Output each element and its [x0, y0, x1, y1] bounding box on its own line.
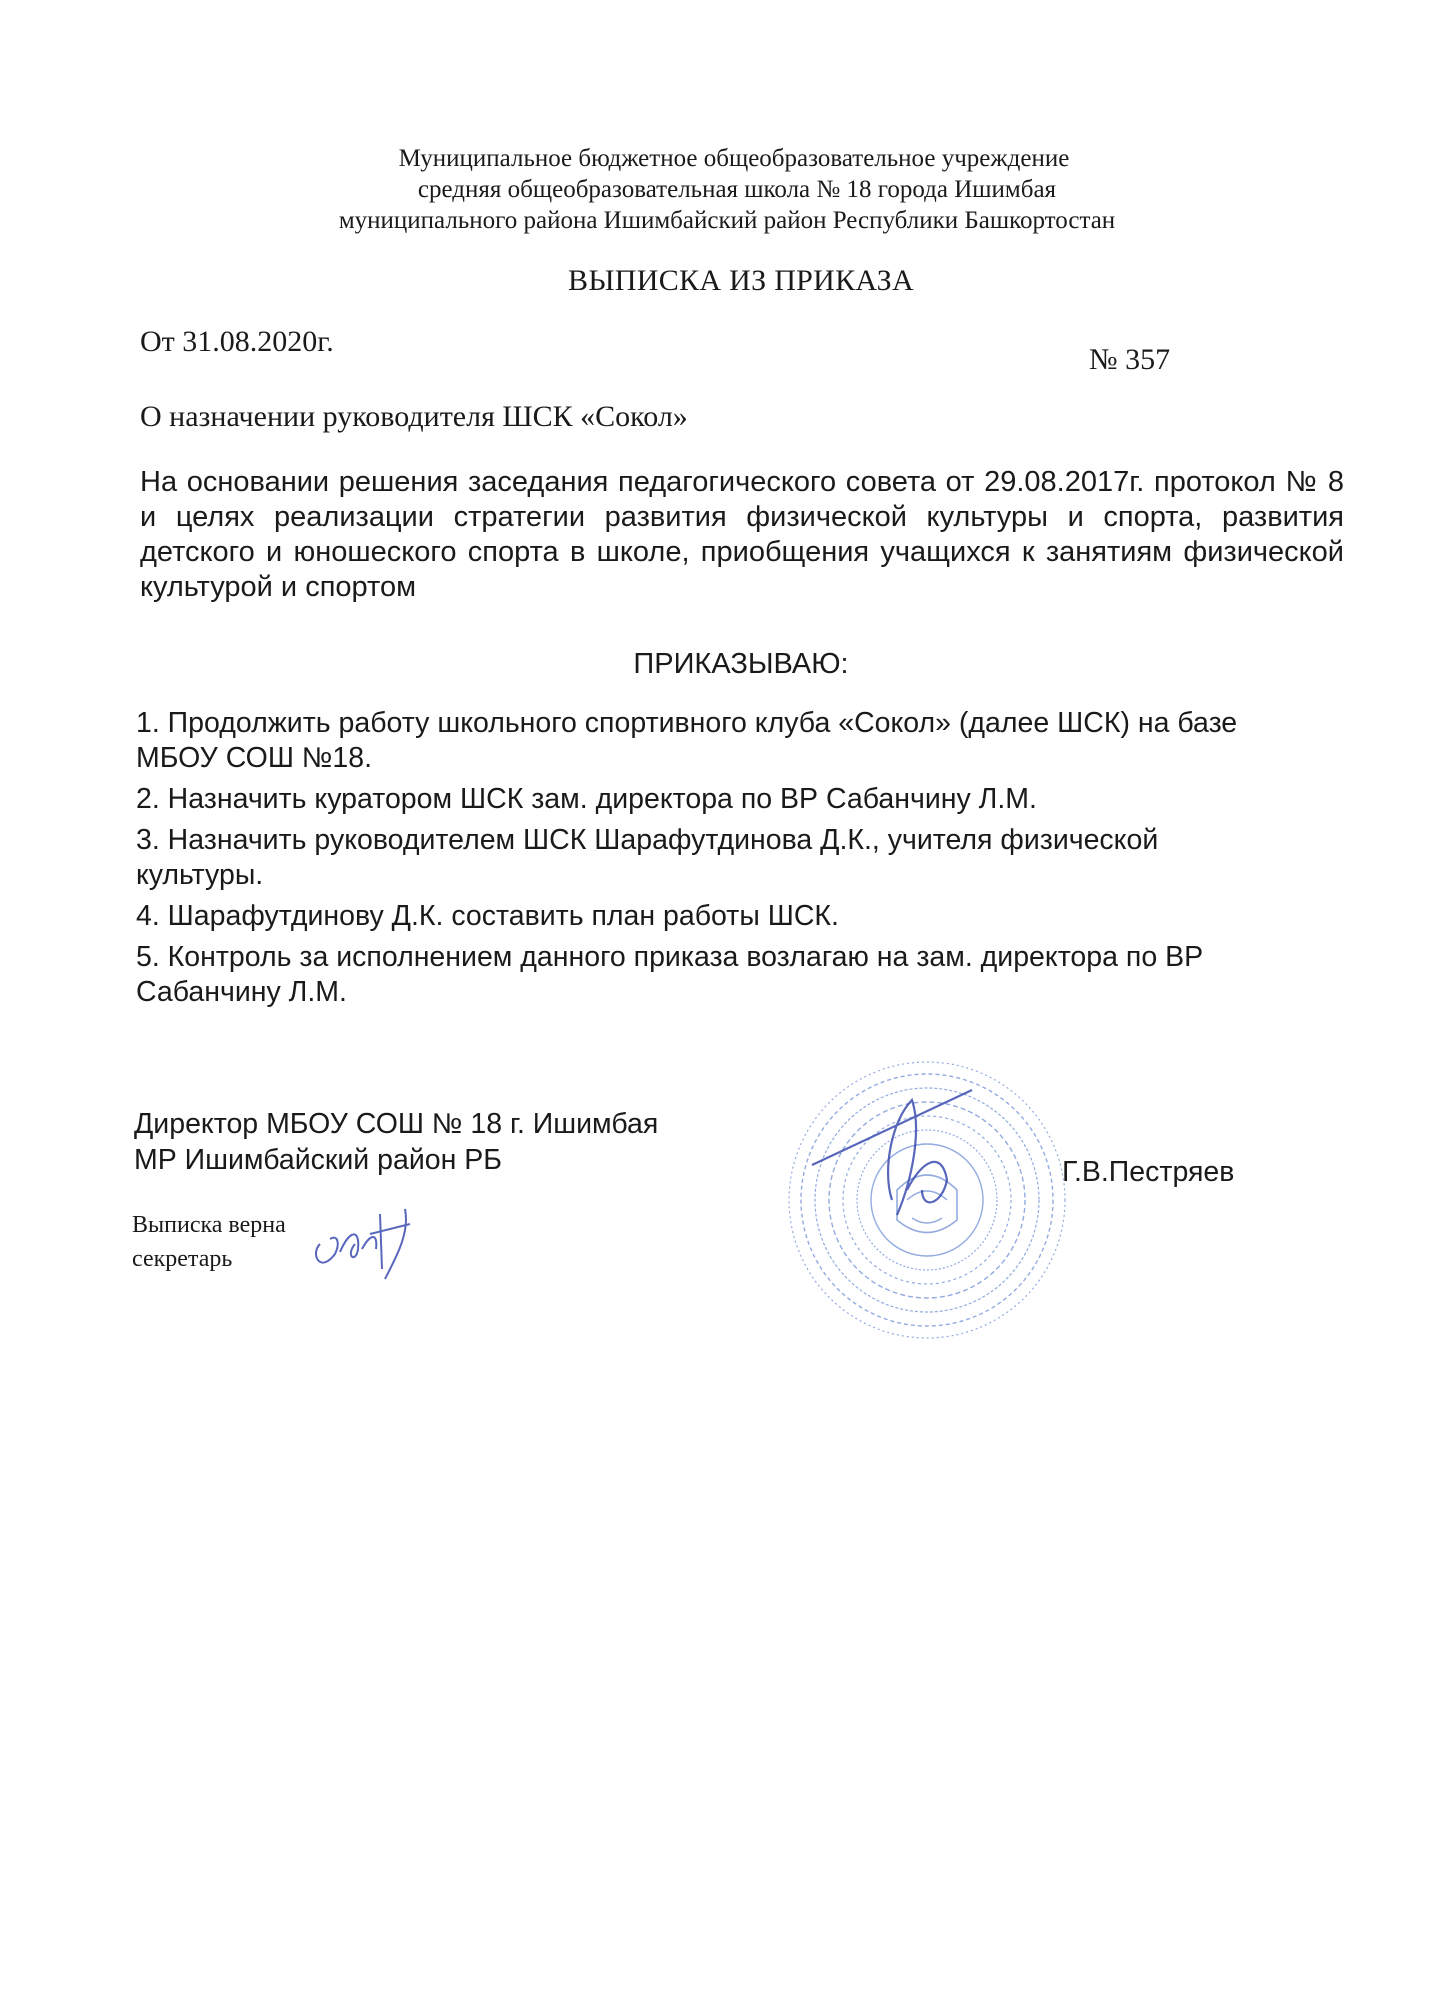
institution-header: [0, 143, 1454, 236]
order-directive-heading: ПРИКАЗЫВАЮ:: [633, 648, 849, 680]
signatory-position-line-1: Директор МБОУ СОШ № 18 г. Ишимбая: [134, 1108, 659, 1140]
official-stamp-icon: [772, 1040, 1082, 1350]
order-basis-paragraph: На основании решения заседания педагогического совета от 29.08.2017г. протокол № 8 и целях реализации стратегии развития физической культуры и спорта, развития детского и юношеского спорта в школе, приобщения учащихся к занятиям физической культурой и спортом: [140, 466, 1344, 603]
order-number: № 357: [1089, 343, 1171, 376]
header-line-1: Муниципальное бюджетное общеобразовательное учреждение: [398, 145, 1070, 172]
order-items-list: [136, 706, 1286, 1010]
certification-note: [132, 1208, 286, 1276]
order-subject: О назначении руководителя ШСК «Сокол»: [140, 400, 688, 433]
document-title: ВЫПИСКА ИЗ ПРИКАЗА: [568, 264, 914, 297]
certification-note-line-2: секретарь: [132, 1246, 233, 1272]
signatory-position: [134, 1106, 658, 1178]
order-item: 4. Шарафутдинову Д.К. составить план работы ШСК.: [136, 900, 839, 932]
order-item: 5. Контроль за исполнением данного приказа возлагаю на зам. директора по ВР Сабанчину Л.М.: [136, 941, 1204, 1008]
order-item: 3. Назначить руководителем ШСК Шарафутдинова Д.К., учителя физической культуры.: [136, 824, 1159, 891]
header-line-2: средняя общеобразовательная школа № 18 города Ишимбая: [417, 176, 1057, 203]
certification-note-line-1: Выписка верна: [132, 1212, 286, 1238]
order-date: От 31.08.2020г.: [140, 325, 334, 358]
signatory-position-line-2: МР Ишимбайский район РБ: [134, 1144, 502, 1176]
signatory-name: Г.В.Пестряев: [1062, 1156, 1235, 1188]
order-item: 1. Продолжить работу школьного спортивного клуба «Сокол» (далее ШСК) на базе МБОУ СОШ №18.: [136, 707, 1238, 774]
header-line-3: муниципального района Ишимбайский район Республики Башкортостан: [338, 207, 1116, 234]
order-item: 2. Назначить куратором ШСК зам. директора по ВР Сабанчину Л.М.: [136, 783, 1037, 815]
secretary-signature-icon: [300, 1194, 440, 1286]
